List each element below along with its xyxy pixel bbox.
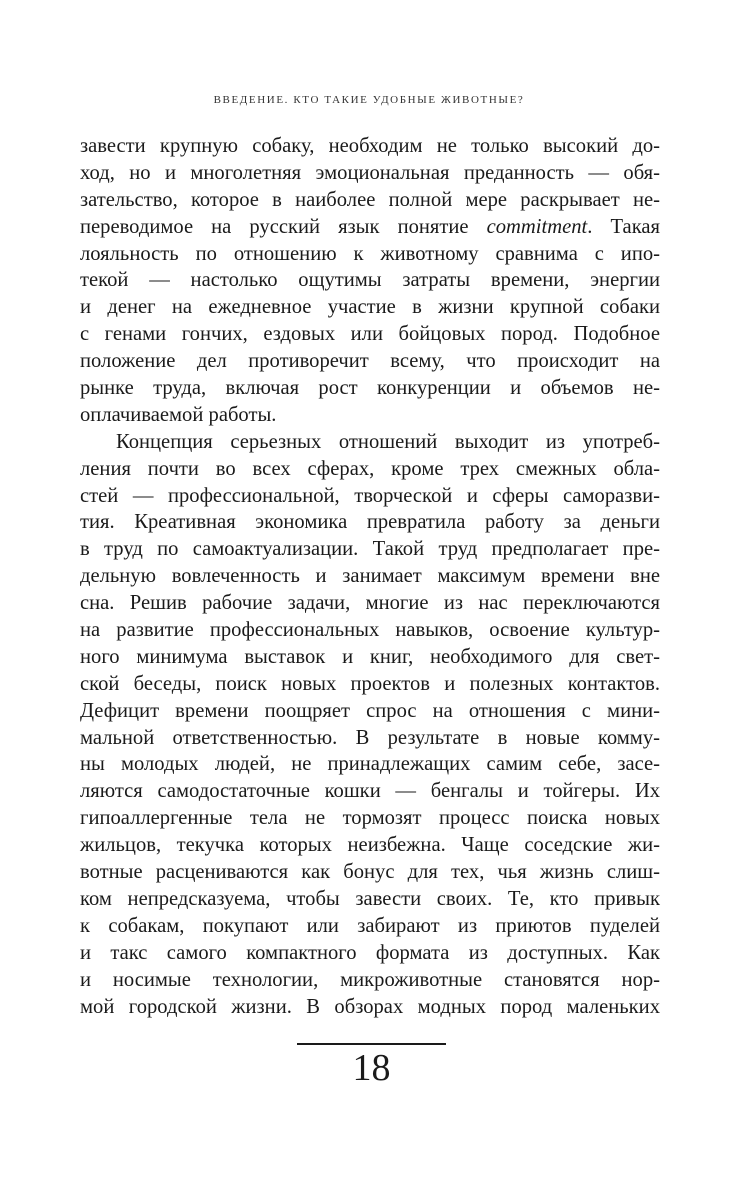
text-line: зательство, которое в наиболее полной мере раскрывает не- (80, 188, 660, 211)
text-line: тия. Креативная экономика превратила работу за деньги (80, 511, 660, 534)
text-line: с генами гончих, ездовых или бойцовых пород. Подобное (80, 323, 660, 346)
page-number: 18 (352, 1047, 391, 1089)
text-line: текой — настолько ощутимы затраты времени, энергии (80, 269, 660, 292)
text-line: ного минимума выставок и книг, необходимого для свет- (80, 645, 660, 668)
text-line: ком непредсказуема, чтобы завести своих. Те, кто привык (80, 887, 660, 910)
text-line: вотные расцениваются как бонус для тех, чья жизнь слиш- (80, 861, 660, 884)
text-line-with-term (80, 214, 660, 241)
text-line: ход, но и многолетняя эмоциональная преданность — обя- (80, 161, 660, 184)
text-line: и денег на ежедневное участие в жизни крупной собаки (80, 296, 660, 319)
text-line: и такс самого компактного формата из доступных. Как (80, 941, 660, 964)
text-line: стей — профессиональной, творческой и сферы саморазви- (80, 484, 660, 507)
text-line: рынке труда, включая рост конкуренции и объемов не- (80, 377, 660, 400)
text-line: мальной ответственностью. В результате в новые комму- (80, 726, 660, 749)
text-line: сна. Решив рабочие задачи, многие из нас переключаются (80, 592, 660, 615)
text-line: оплачиваемой работы. (80, 403, 277, 426)
text-line: ны молодых людей, не принадлежащих самим себе, засе- (80, 753, 660, 776)
text-segment: переводимое на русский язык понятие (80, 215, 487, 238)
text-line: к собакам, покупают или забирают из приютов пуделей (80, 914, 660, 937)
text-line: ляются самодостаточные кошки — бенгалы и тойгеры. Их (80, 780, 660, 803)
text-line: ления почти во всех сферах, кроме трех смежных обла- (80, 457, 660, 480)
paragraph-first-line: Концепция серьезных отношений выходит из употреб- (116, 430, 660, 453)
text-line: гипоаллергенные тела не тормозят процесс поиска новых (80, 807, 660, 830)
text-line: лояльность по отношению к животному сравнима с ипо- (80, 242, 660, 265)
text-line: Дефицит времени поощряет спрос на отношения с мини- (80, 699, 660, 722)
text-line: и носимые технологии, микроживотные становятся нор- (80, 968, 660, 991)
body-text (80, 133, 660, 1020)
text-line: завести крупную собаку, необходим не только высокий до- (80, 135, 660, 157)
text-line: на развитие профессиональных навыков, освоение культур- (80, 619, 660, 642)
text-line: мой городской жизни. В обзорах модных пород маленьких (80, 995, 660, 1018)
italic-term: commitment (486, 215, 588, 238)
text-line: в труд по самоактуализации. Такой труд предполагает пре- (80, 538, 660, 561)
footer-rule (297, 1043, 446, 1045)
text-line: положение дел противоречит всему, что происходит на (80, 350, 660, 373)
text-line: дельную вовлеченность и занимает максимум времени вне (80, 565, 660, 588)
text-segment: . Такая (587, 215, 660, 238)
text-line: ской беседы, поиск новых проектов и полезных контактов. (80, 672, 660, 695)
text-line: жильцов, текучка которых неизбежна. Чаще соседские жи- (80, 834, 660, 857)
running-header: ВВЕДЕНИЕ. КТО ТАКИЕ УДОБНЫЕ ЖИВОТНЫЕ? (213, 94, 525, 106)
